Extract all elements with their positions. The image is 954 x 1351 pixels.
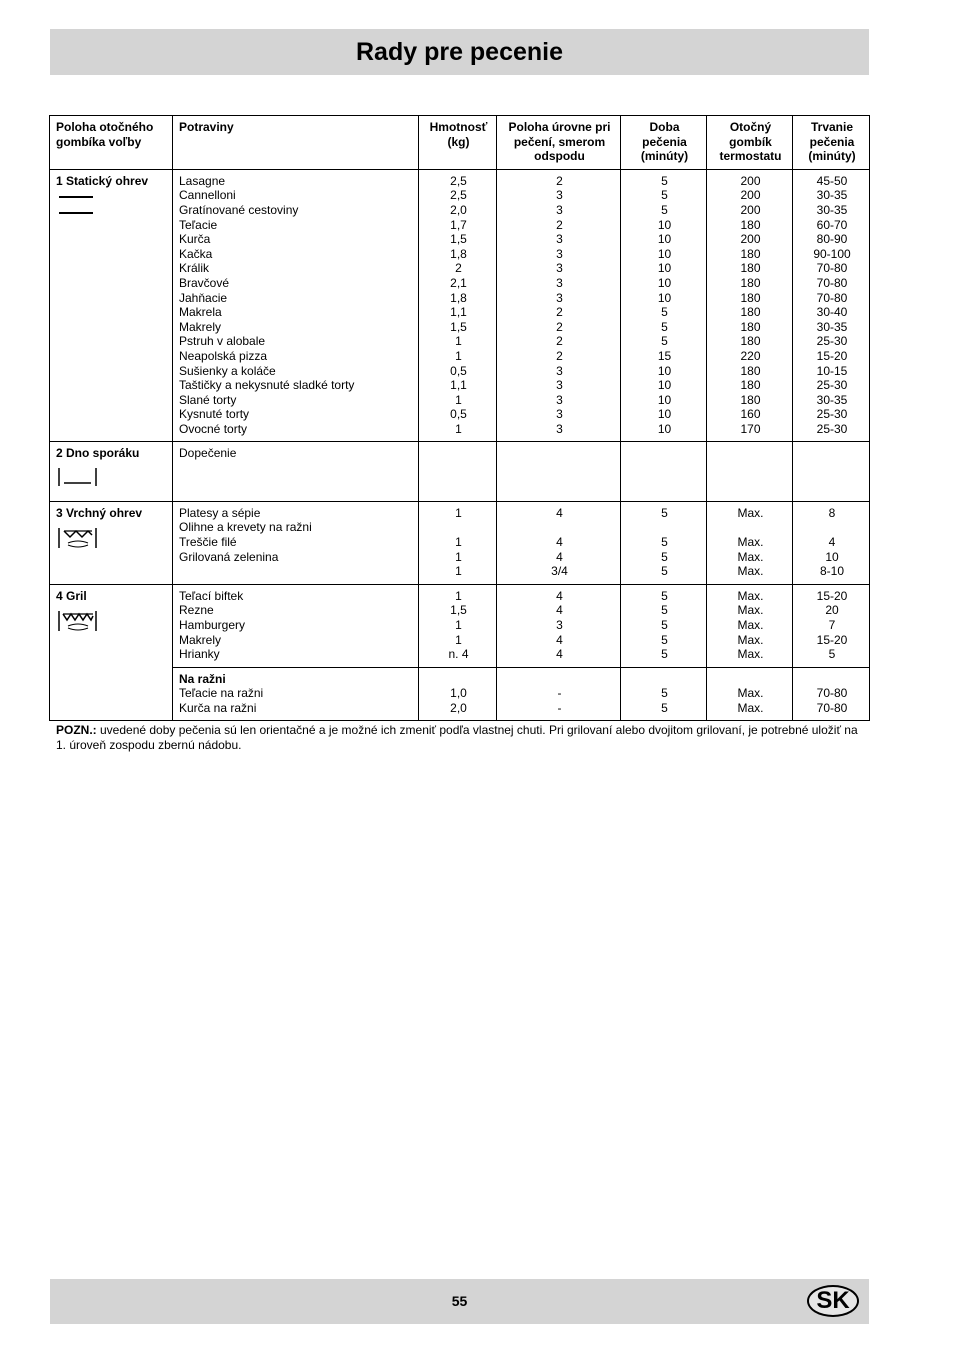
weight-value: 2,0: [450, 202, 467, 217]
food-item: Teľacie na ražni: [179, 686, 264, 701]
food-cell: [173, 667, 419, 720]
duration-value: 15-20: [816, 632, 848, 647]
preheat-value: 10: [657, 261, 672, 276]
thermostat-value: 200: [740, 232, 761, 247]
duration-value: 15-20: [816, 348, 848, 363]
food-item: Kurča na ražni: [179, 700, 257, 715]
mode-cell: [50, 584, 173, 720]
level-value: 3: [556, 290, 563, 305]
header-mode: [50, 116, 173, 170]
food-item: Grilovaná zelenina: [179, 549, 279, 564]
weight-cell: [419, 169, 497, 441]
top-heating-icon: [56, 526, 168, 554]
mode-label: 2 Dno sporáku: [56, 445, 140, 460]
duration-cell: [793, 441, 870, 501]
thermostat-value: 220: [740, 348, 761, 363]
thermostat-value: 180: [740, 261, 761, 276]
thermostat-value: 180: [740, 246, 761, 261]
level-cell: [497, 667, 621, 720]
weight-value: 1,1: [450, 305, 467, 320]
weight-cell: [419, 584, 497, 667]
level-value: 3: [556, 392, 563, 407]
weight-value: 1: [455, 505, 462, 520]
food-item: Neapolská pizza: [179, 348, 268, 363]
weight-value: 1: [455, 348, 462, 363]
level-value: 3: [556, 363, 563, 378]
weight-value: 1: [455, 588, 462, 603]
thermostat-value: 160: [740, 407, 761, 422]
food-item: Bravčové: [179, 275, 230, 290]
preheat-value: 10: [657, 421, 672, 436]
food-item: [179, 564, 414, 579]
thermostat-value: Max.: [737, 647, 764, 662]
food-item: Lasagne: [179, 173, 226, 188]
food-item: Hrianky: [179, 647, 220, 662]
thermostat-cell: [707, 441, 793, 501]
weight-value: 1: [455, 632, 462, 647]
spacer: [713, 672, 788, 687]
thermostat-cell: [707, 501, 793, 584]
header-duration: [793, 116, 870, 170]
header-line: pečenia: [642, 134, 687, 149]
duration-value: 7: [828, 617, 836, 632]
preheat-value: 5: [661, 505, 668, 520]
level-value: 3: [556, 378, 563, 393]
table-row: [50, 441, 870, 501]
duration-value: 8: [828, 505, 836, 520]
duration-value: 10: [825, 549, 839, 564]
preheat-value: 10: [657, 392, 672, 407]
thermostat-value: 180: [740, 217, 761, 232]
weight-value: 0,5: [450, 363, 467, 378]
level-value: 4: [556, 632, 563, 647]
level-value: 3: [556, 202, 563, 217]
preheat-value: 10: [657, 246, 672, 261]
duration-cell: [793, 667, 870, 720]
thermostat-value: 200: [740, 173, 761, 188]
thermostat-value: 180: [740, 334, 761, 349]
preheat-cell: [621, 584, 707, 667]
food-item: Kačka: [179, 246, 213, 261]
preheat-value: 5: [661, 549, 668, 564]
weight-cell: [419, 441, 497, 501]
food-cell: [173, 441, 419, 501]
food-item: Králik: [179, 261, 210, 276]
preheat-value: 5: [661, 700, 668, 715]
note-label: POZN.:: [56, 723, 97, 737]
duration-value: 4: [828, 534, 836, 549]
weight-value: 1: [455, 564, 462, 579]
level-value: 2: [556, 173, 563, 188]
thermostat-value: 200: [740, 188, 761, 203]
preheat-value: 5: [661, 617, 668, 632]
food-item: Kurča: [179, 232, 211, 247]
preheat-value: 5: [661, 188, 668, 203]
level-value: 2: [556, 305, 563, 320]
mode-cell: [50, 441, 173, 501]
level-value: 4: [556, 588, 563, 603]
header-line: (minúty): [808, 149, 856, 164]
mode-cell: [50, 169, 173, 441]
thermostat-value: Max.: [737, 534, 764, 549]
language-badge: SK: [807, 1285, 859, 1317]
duration-cell: [793, 501, 870, 584]
preheat-value: 5: [661, 319, 668, 334]
duration-value: 70-80: [816, 686, 848, 701]
level-value: 4: [556, 647, 563, 662]
table-row: [50, 584, 870, 667]
duration-value: 25-30: [816, 378, 848, 393]
duration-cell: [793, 169, 870, 441]
header-line: Otočný: [729, 120, 772, 134]
level-cell: [497, 501, 621, 584]
header-level: [497, 116, 621, 170]
header-line: Poloha otočného: [56, 120, 154, 134]
thermostat-cell: [707, 584, 793, 667]
weight-value: 1,8: [450, 246, 467, 261]
food-item: Pstruh v alobale: [179, 334, 266, 349]
preheat-cell: [621, 441, 707, 501]
duration-value: 25-30: [816, 334, 848, 349]
thermostat-value: Max.: [737, 617, 764, 632]
header-line: Trvanie: [810, 120, 854, 134]
duration-value: 5: [828, 647, 836, 662]
preheat-value: 5: [661, 173, 668, 188]
weight-value: n. 4: [448, 647, 469, 662]
level-value: 2: [556, 319, 563, 334]
weight-value: 1: [455, 549, 462, 564]
weight-value: [425, 446, 492, 461]
preheat-value: 5: [661, 305, 668, 320]
preheat-value: 10: [657, 407, 672, 422]
duration-cell: [793, 584, 870, 667]
spacer: [799, 672, 865, 687]
level-value: 2: [556, 348, 563, 363]
weight-value: 1,0: [450, 686, 467, 701]
duration-value: 20: [825, 603, 839, 618]
preheat-value: 5: [661, 603, 668, 618]
level-value: 3: [556, 246, 563, 261]
weight-value: 1,1: [450, 378, 467, 393]
bottom-heating-icon: [56, 466, 168, 492]
preheat-value: 5: [661, 647, 668, 662]
header-line: Hmotnosť: [429, 120, 488, 134]
title-bar: [50, 29, 869, 75]
duration-value: 30-35: [816, 392, 848, 407]
thermostat-value: 180: [740, 290, 761, 305]
food-item: Dopečenie: [179, 445, 237, 460]
section-subtitle: Na ražni: [179, 671, 226, 686]
header-line: (kg): [447, 134, 470, 149]
weight-value: 1: [455, 392, 462, 407]
weight-value: 1: [455, 617, 462, 632]
thermostat-value: 180: [740, 319, 761, 334]
thermostat-value: 180: [740, 392, 761, 407]
weight-value: 0,5: [450, 407, 467, 422]
thermostat-value: Max.: [737, 603, 764, 618]
preheat-value: 5: [661, 534, 668, 549]
preheat-value: 5: [661, 588, 668, 603]
duration-value: 90-100: [813, 246, 851, 261]
header-line: gombíka voľby: [56, 134, 142, 149]
food-item: Makrely: [179, 632, 222, 647]
header-thermostat: [707, 116, 793, 170]
note: [56, 723, 862, 753]
level-value: 2: [556, 334, 563, 349]
header-line: Poloha úrovne pri: [508, 120, 611, 134]
level-value: 3: [556, 232, 563, 247]
weight-value: 1,5: [450, 232, 467, 247]
duration-value: 25-30: [816, 421, 848, 436]
header-line: termostatu: [719, 149, 782, 164]
preheat-value: 5: [661, 564, 668, 579]
duration-value: 45-50: [816, 173, 848, 188]
thermostat-value: 180: [740, 378, 761, 393]
weight-value: 1,8: [450, 290, 467, 305]
preheat-value: 5: [661, 334, 668, 349]
preheat-value: [627, 520, 702, 535]
table-header-row: [50, 116, 870, 170]
preheat-value: 10: [657, 217, 672, 232]
thermostat-cell: [707, 667, 793, 720]
food-item: Cannelloni: [179, 188, 236, 203]
preheat-value: 15: [657, 348, 672, 363]
level-value: -: [557, 686, 562, 701]
food-item: Taštičky a nekysnuté sladké torty: [179, 378, 355, 393]
level-value: [503, 520, 616, 535]
duration-value: 70-80: [816, 290, 848, 305]
duration-value: 70-80: [816, 700, 848, 715]
weight-value: 1,5: [450, 319, 467, 334]
food-item: Treščie filé: [179, 534, 237, 549]
level-value: -: [557, 700, 562, 715]
table-row: [50, 501, 870, 584]
level-cell: [497, 441, 621, 501]
duration-value: 70-80: [816, 275, 848, 290]
preheat-value: 10: [657, 275, 672, 290]
food-item: Platesy a sépie: [179, 505, 261, 520]
weight-value: 1: [455, 534, 462, 549]
weight-value: 2,5: [450, 173, 467, 188]
duration-value: 25-30: [816, 407, 848, 422]
duration-value: 15-20: [816, 588, 848, 603]
preheat-value: 10: [657, 378, 672, 393]
header-preheat: [621, 116, 707, 170]
duration-value: 30-35: [816, 202, 848, 217]
duration-value: 30-35: [816, 319, 848, 334]
thermostat-value: 180: [740, 363, 761, 378]
food-cell: [173, 501, 419, 584]
preheat-value: 10: [657, 363, 672, 378]
weight-cell: [419, 667, 497, 720]
mode-label: 4 Gril: [56, 588, 87, 603]
preheat-cell: [621, 501, 707, 584]
duration-value: [799, 446, 865, 461]
level-value: 3: [556, 188, 563, 203]
food-item: Ovocné torty: [179, 421, 248, 436]
thermostat-value: Max.: [737, 564, 764, 579]
thermostat-value: Max.: [737, 632, 764, 647]
level-value: 4: [556, 549, 563, 564]
duration-value: 10-15: [816, 363, 848, 378]
preheat-value: 5: [661, 686, 668, 701]
weight-value: 2: [455, 261, 462, 276]
page-title: Rady pre pecenie: [355, 37, 564, 66]
weight-value: [425, 520, 492, 535]
food-cell: [173, 169, 419, 441]
preheat-value: 10: [657, 232, 672, 247]
grill-icon: [56, 609, 168, 637]
food-item: Olihne a krevety na ražni: [179, 520, 312, 535]
food-item: Jahňacie: [179, 290, 228, 305]
duration-value: 70-80: [816, 261, 848, 276]
preheat-cell: [621, 667, 707, 720]
duration-value: [799, 520, 865, 535]
level-value: 2: [556, 217, 563, 232]
weight-cell: [419, 501, 497, 584]
weight-value: 2,0: [450, 700, 467, 715]
level-cell: [497, 169, 621, 441]
preheat-value: 10: [657, 290, 672, 305]
food-item: Makrela: [179, 305, 222, 320]
table-row: [50, 169, 870, 441]
food-item: Makrely: [179, 319, 222, 334]
mode-label: 3 Vrchný ohrev: [56, 505, 143, 520]
thermostat-value: 200: [740, 202, 761, 217]
header-line: Doba: [649, 120, 680, 134]
thermostat-value: [713, 520, 788, 535]
thermostat-value: 170: [740, 421, 761, 436]
weight-value: 1: [455, 421, 462, 436]
level-value: 3: [556, 421, 563, 436]
food-item: Slané torty: [179, 392, 237, 407]
level-cell: [497, 584, 621, 667]
duration-value: 80-90: [816, 232, 848, 247]
thermostat-cell: [707, 169, 793, 441]
mode-cell: [50, 501, 173, 584]
thermostat-value: [713, 446, 788, 461]
header-line: (minúty): [640, 149, 689, 164]
level-value: 3: [556, 275, 563, 290]
duration-value: 30-40: [816, 305, 848, 320]
spacer: [425, 672, 492, 687]
thermostat-value: Max.: [737, 700, 764, 715]
weight-value: 2,1: [450, 275, 467, 290]
header-food: [173, 116, 419, 170]
food-item: Kysnuté torty: [179, 407, 250, 422]
thermostat-value: Max.: [737, 505, 764, 520]
spacer: [503, 672, 616, 687]
level-value: 3: [556, 617, 563, 632]
header-weight: [419, 116, 497, 170]
preheat-cell: [621, 169, 707, 441]
preheat-value: 5: [661, 632, 668, 647]
header-line: Potraviny: [179, 120, 234, 134]
food-item: Hamburgery: [179, 617, 246, 632]
thermostat-value: Max.: [737, 588, 764, 603]
food-cell: [173, 584, 419, 667]
thermostat-value: 180: [740, 275, 761, 290]
header-line: gombík: [729, 134, 772, 149]
food-item: Gratínované cestoviny: [179, 202, 299, 217]
level-value: 4: [556, 505, 563, 520]
level-value: 3: [556, 407, 563, 422]
food-item: Teľacie: [179, 217, 218, 232]
static-heating-icon: [56, 194, 168, 220]
baking-table: [49, 115, 870, 721]
duration-value: 8-10: [819, 564, 845, 579]
level-value: 4: [556, 534, 563, 549]
duration-value: 60-70: [816, 217, 848, 232]
page-number: 55: [451, 1293, 468, 1309]
food-item: Teľací biftek: [179, 588, 244, 603]
level-value: [503, 446, 616, 461]
preheat-value: 5: [661, 202, 668, 217]
weight-value: 2,5: [450, 188, 467, 203]
footer-bar: [50, 1279, 869, 1324]
weight-value: 1: [455, 334, 462, 349]
food-item: Rezne: [179, 603, 214, 618]
header-line: pečení, smerom: [513, 134, 606, 149]
level-value: 3/4: [551, 564, 568, 579]
table-row: [50, 667, 870, 720]
preheat-value: [627, 446, 702, 461]
table-body: [50, 169, 870, 720]
thermostat-value: Max.: [737, 549, 764, 564]
spacer: [627, 672, 702, 687]
header-line: pečenia: [809, 134, 855, 149]
food-item: Sušienky a koláče: [179, 363, 276, 378]
weight-value: 1,7: [450, 217, 467, 232]
thermostat-value: 180: [740, 305, 761, 320]
weight-value: 1,5: [450, 603, 467, 618]
header-line: odspodu: [534, 149, 585, 164]
level-value: 3: [556, 261, 563, 276]
level-value: 4: [556, 603, 563, 618]
mode-label: 1 Statický ohrev: [56, 173, 149, 188]
note-text: uvedené doby pečenia sú len orientačné a je možné ich zmeniť podľa vlastnej chuti. Pri grilovaní alebo dvojitom grilovaní, je potrebné uložiť na 1. úroveň zospodu zbernú nádobu.: [56, 723, 858, 752]
duration-value: 30-35: [816, 188, 848, 203]
thermostat-value: Max.: [737, 686, 764, 701]
